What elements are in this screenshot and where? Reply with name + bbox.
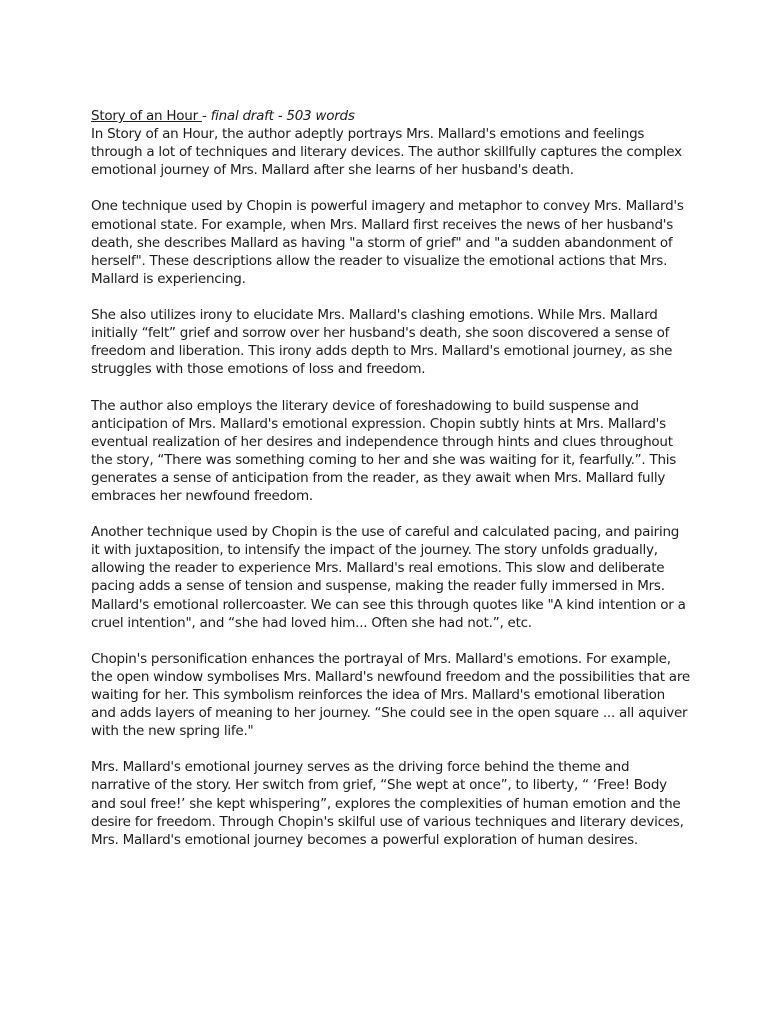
- paragraph-1: In Story of an Hour, the author adeptly portrays Mrs. Mallard's emotions and feelings through a lot of techniques and literary devices. The author skillfully captures the complex emotional journey of Mrs. Mallard after she learns of her husband's death.: [91, 126, 682, 179]
- paragraph-5: Another technique used by Chopin is the use of careful and calculated pacing, and pairing it with juxtaposition, to intensify the impact of the journey. The story unfolds gradually, allowing the reader to experience Mrs. Mallard's real emotions. This slow and deliberate pacing adds a sense of tension and suspense, making the reader fully immersed in Mrs. Mallard's emotional rollercoaster. We can see this through quotes like "A kind intention or a cruel intention", and “she had loved him... Often she had not.”, etc.: [91, 524, 686, 631]
- paragraph-4: The author also employs the literary device of foreshadowing to build suspense and anticipation of Mrs. Mallard's emotional expression. Chopin subtly hints at Mrs. Mallard's eventual realization of her desires and independence through hints and clues throughout the story, “There was something coming to her and she was waiting for it, fearfully.”. This generates a sense of anticipation from the reader, as they await when Mrs. Mallard fully embraces her newfound freedom.: [91, 397, 677, 504]
- paragraph-2: One technique used by Chopin is powerful imagery and metaphor to convey Mrs. Mallard's emotional state. For example, when Mrs. Mallard first receives the news of her husband's death, she describes Mallard as having "a storm of grief" and "a sudden abandonment of herself". These descriptions allow the reader to visualize the emotional actions that Mrs. Mallard is experiencing.: [91, 198, 684, 287]
- title-line: [91, 107, 691, 125]
- paragraph-6: Chopin's personification enhances the portrayal of Mrs. Mallard's emotions. For example, the open window symbolises Mrs. Mallard's newfound freedom and the possibilities that are waiting for her. This symbolism reinforces the idea of Mrs. Mallard's emotional liberation and adds layers of meaning to her journey. “She could see in the open square ... all aquiver with the new spring life.": [91, 650, 690, 740]
- paragraph-3: She also utilizes irony to elucidate Mrs. Mallard's clashing emotions. While Mrs. Mallard initially “felt” grief and sorrow over her husband's death, she soon discovered a sense of freedom and liberation. This irony adds depth to Mrs. Mallard's emotional journey, as she struggles with those emotions of loss and freedom.: [91, 307, 673, 378]
- essay-title: Story of an Hour: [91, 108, 202, 124]
- essay-subtitle: final draft - 503 words: [210, 108, 355, 124]
- essay-page: [91, 107, 691, 867]
- title-separator: -: [201, 108, 211, 124]
- paragraph-7: Mrs. Mallard's emotional journey serves as the driving force behind the theme and narrative of the story. Her switch from grief, “She wept at once”, to liberty, “ ‘Free! Body and soul free!’ she kept whispering”, explores the complexities of human emotion and the desire for freedom. Through Chopin's skilful use of various techniques and literary devices, Mrs. Mallard's emotional journey becomes a powerful exploration of human desires.: [91, 759, 684, 848]
